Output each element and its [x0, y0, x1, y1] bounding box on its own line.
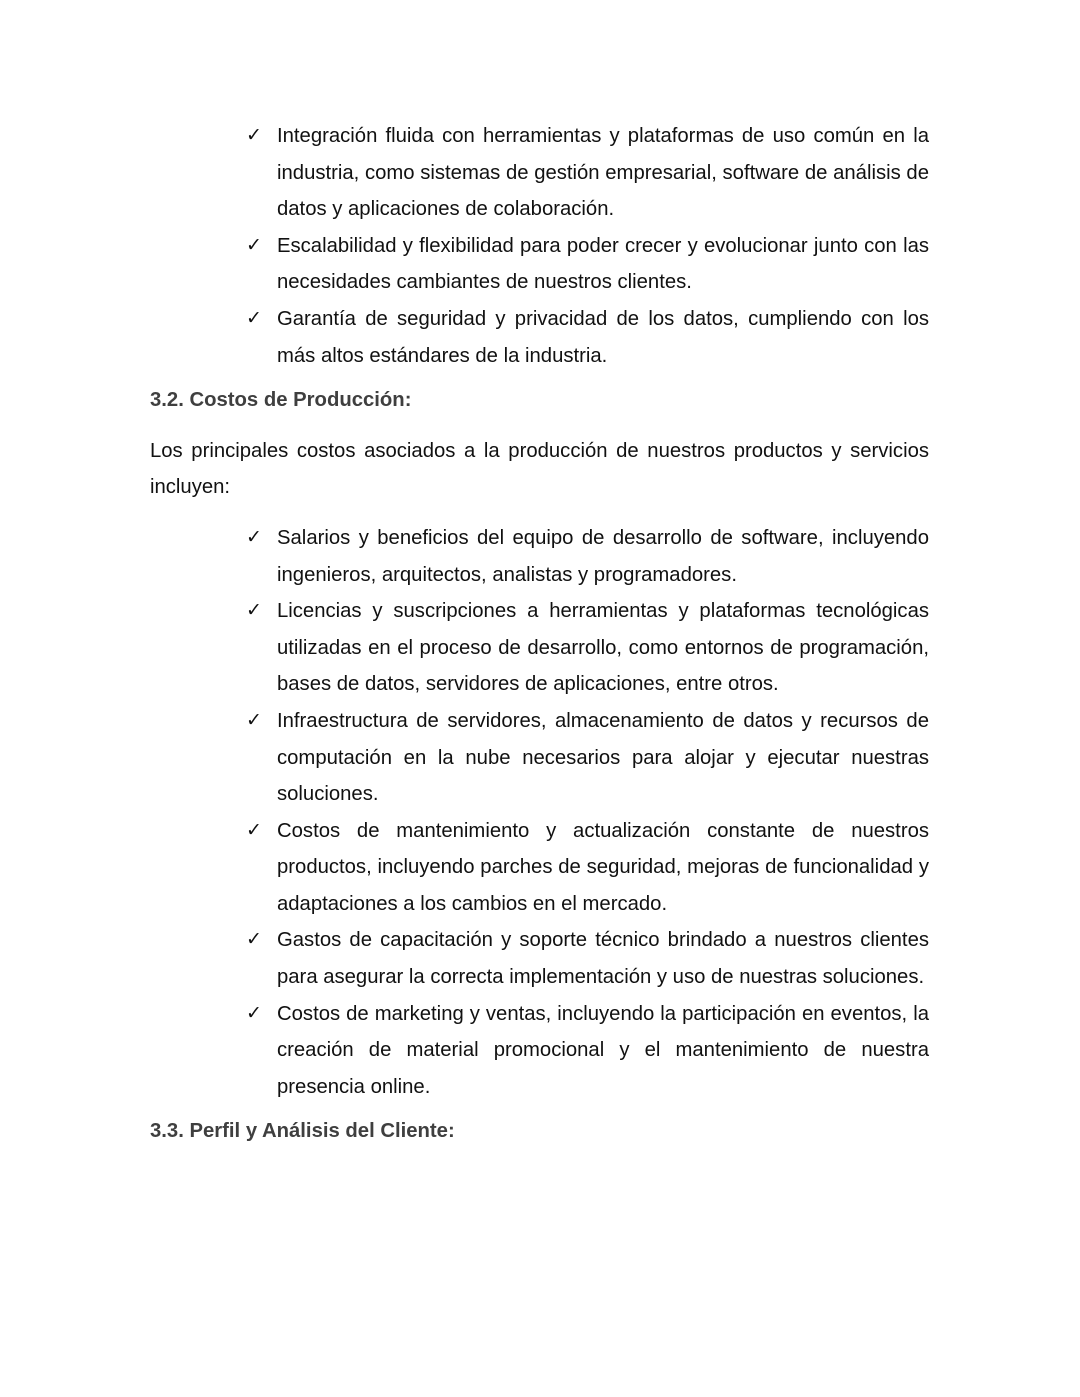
checkmark-icon: ✓	[246, 307, 262, 329]
list-item	[246, 593, 929, 703]
list-item-text: Costos de marketing y ventas, incluyendo la participación en eventos, la creación de material promocional y el mantenimiento de nuestra presencia online.	[277, 1002, 929, 1098]
checkmark-icon: ✓	[246, 526, 262, 548]
checkmark-icon: ✓	[246, 929, 262, 951]
feature-list	[150, 118, 929, 374]
list-item-text: Licencias y suscripciones a herramientas y plataformas tecnológicas utilizadas en el proceso de desarrollo, como entornos de programación, bases de datos, servidores de aplicaciones, entre otros.	[277, 600, 929, 696]
section-intro: Los principales costos asociados a la producción de nuestros productos y servicios incluyen:	[150, 439, 929, 499]
list-item-text: Costos de mantenimiento y actualización constante de nuestros productos, incluyendo parches de seguridad, mejoras de funcionalidad y adaptaciones a los cambios en el mercado.	[277, 819, 929, 915]
checkmark-icon: ✓	[246, 600, 262, 622]
document-page	[150, 118, 929, 1150]
list-item-text: Salarios y beneficios del equipo de desarrollo de software, incluyendo ingenieros, arquitectos, analistas y programadores.	[277, 526, 929, 586]
section-heading-perfil: 3.3. Perfil y Análisis del Cliente:	[150, 1120, 455, 1143]
checkmark-icon: ✓	[246, 234, 262, 256]
list-item-text: Gastos de capacitación y soporte técnico brindado a nuestros clientes para asegurar la correcta implementación y uso de nuestras soluciones.	[277, 929, 929, 989]
checkmark-icon: ✓	[246, 819, 262, 841]
list-item	[246, 996, 929, 1106]
list-item	[246, 301, 929, 374]
section-heading-costos: 3.2. Costos de Producción:	[150, 389, 412, 412]
list-item	[246, 703, 929, 813]
list-item-text: Escalabilidad y flexibilidad para poder crecer y evolucionar junto con las necesidades cambiantes de nuestros clientes.	[277, 234, 929, 294]
list-item	[246, 228, 929, 301]
costs-list	[150, 520, 929, 1106]
checkmark-icon: ✓	[246, 1002, 262, 1024]
list-item-text: Infraestructura de servidores, almacenamiento de datos y recursos de computación en la nube necesarios para alojar y ejecutar nuestras soluciones.	[277, 709, 929, 806]
list-item	[246, 922, 929, 995]
list-item-text: Integración fluida con herramientas y plataformas de uso común en la industria, como sistemas de gestión empresarial, software de análisis de datos y aplicaciones de colaboración.	[277, 125, 929, 221]
checkmark-icon: ✓	[246, 125, 262, 146]
list-item	[246, 520, 929, 593]
list-item	[246, 118, 929, 228]
list-item	[246, 813, 929, 923]
list-item-text: Garantía de seguridad y privacidad de los datos, cumpliendo con los más altos estándares de la industria.	[277, 307, 929, 367]
checkmark-icon: ✓	[246, 709, 262, 731]
